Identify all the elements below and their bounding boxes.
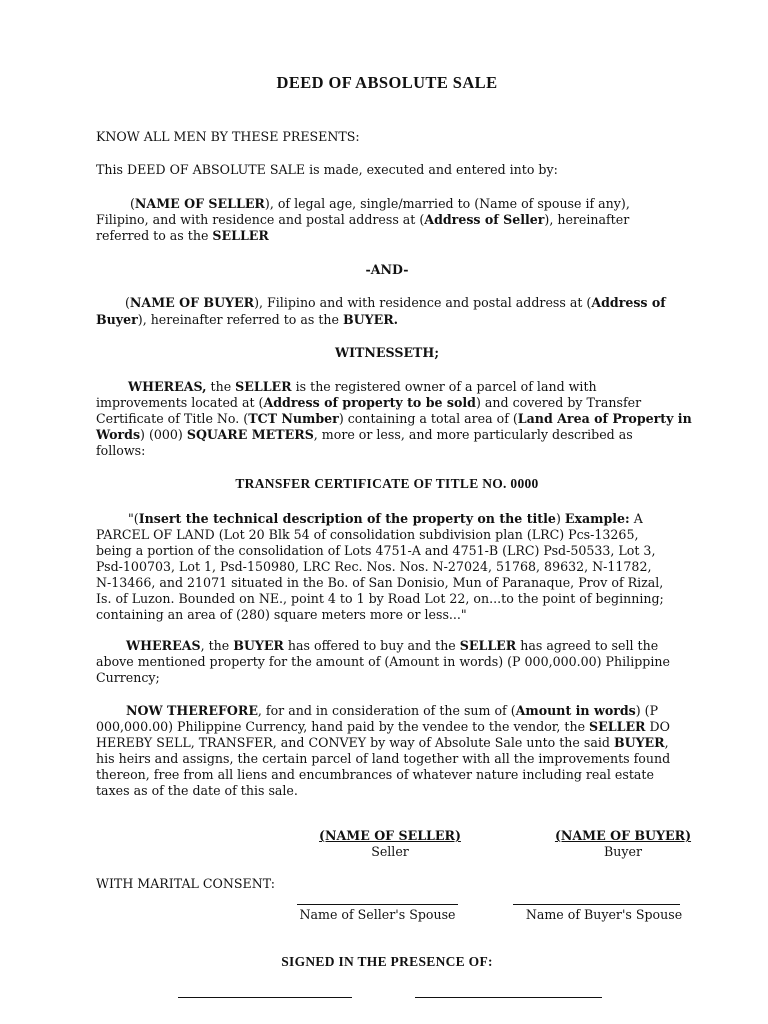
text-run: ) (000) — [140, 427, 187, 442]
text-run: A — [629, 511, 643, 526]
whereas1-line-1 — [128, 379, 597, 395]
text-run: Psd-100703, Lot 1, Psd-150980, LRC Rec. Nos. Nos. N-27024, 51768, 89632, N-11782, — [96, 559, 652, 574]
text-run: PARCEL OF LAND (Lot 20 Blk 54 of consolidation subdivision plan (LRC) Pcs-13265, — [96, 527, 639, 542]
buyer-spouse-label: Name of Buyer's Spouse — [525, 907, 683, 922]
seller-spouse-signature-line — [297, 904, 458, 905]
description-line-3 — [96, 543, 655, 559]
bold-text-run: NAME OF BUYER — [129, 295, 255, 310]
description-line-1 — [128, 511, 643, 527]
text-run: ) (P — [635, 703, 659, 718]
description-line-6 — [96, 591, 664, 607]
bold-text-run: BUYER — [613, 735, 665, 750]
text-run: has offered to buy and the — [283, 638, 460, 653]
buyer-signature-role: Buyer — [604, 844, 642, 859]
text-run: thereon, free from all liens and encumbrances of whatever nature including real estate — [96, 767, 654, 782]
witness-heading: SIGNED IN THE PRESENCE OF: — [281, 954, 493, 969]
seller-party-line-2 — [96, 212, 629, 228]
therefore-line-2 — [96, 719, 670, 735]
description-line-5 — [96, 575, 663, 591]
text-run: ) and covered by Transfer — [475, 395, 642, 410]
whereas2-line-3 — [96, 670, 160, 686]
bold-text-run: NAME OF SELLER — [134, 196, 265, 211]
seller-party-line-3 — [96, 228, 269, 244]
description-line-7 — [96, 607, 467, 623]
buyer-party-line-2 — [96, 312, 398, 328]
bold-text-run: BUYER. — [342, 312, 399, 327]
text-run: Is. of Luzon. Bounded on NE., point 4 to 1 by Road Lot 22, on...to the point of beginning; — [96, 591, 664, 606]
text-run: follows: — [96, 443, 146, 458]
text-run: taxes as of the date of this sale. — [96, 783, 298, 798]
bold-text-run: Amount in words — [515, 703, 636, 718]
buyer-signature-name: (NAME OF BUYER) — [554, 828, 692, 843]
bold-text-run: Address of — [591, 295, 666, 310]
witnesseth-heading: WITNESSETH; — [335, 345, 439, 360]
marital-consent-label: WITH MARITAL CONSENT: — [96, 876, 275, 891]
bold-text-run: TCT Number — [248, 411, 339, 426]
text-run: ( — [125, 295, 130, 310]
seller-spouse-label: Name of Seller's Spouse — [299, 907, 456, 922]
text-run: HEREBY SELL, TRANSFER, and CONVEY by way of Absolute Sale unto the said — [96, 735, 614, 750]
whereas1-line-5 — [96, 443, 145, 459]
seller-party-line-1 — [130, 196, 630, 212]
witness-2-signature-line — [415, 997, 602, 998]
bold-text-run: Words — [96, 427, 141, 442]
bold-text-run: WHEREAS, — [128, 379, 207, 394]
text-run: being a portion of the consolidation of Lots 4751-A and 4751-B (LRC) Psd-50533, Lot 3, — [96, 543, 656, 558]
text-run: containing an area of (280) square meters more or less..." — [96, 607, 467, 622]
text-run: ( — [130, 196, 135, 211]
text-run: , more or less, and more particularly described as — [313, 427, 633, 442]
text-run: , for and in consideration of the sum of ( — [257, 703, 516, 718]
bold-text-run: SELLER — [459, 638, 517, 653]
therefore-line-1 — [126, 703, 658, 719]
tct-heading: TRANSFER CERTIFICATE OF TITLE NO. 0000 — [235, 476, 539, 491]
bold-text-run: Address of Seller — [424, 212, 545, 227]
text-run: ) — [555, 511, 565, 526]
bold-text-run: SELLER — [235, 379, 292, 394]
text-run: ) containing a total area of ( — [338, 411, 518, 426]
bold-text-run: Insert the technical description of the property on the title — [138, 511, 556, 526]
description-line-2 — [96, 527, 638, 543]
text-run: his heirs and assigns, the certain parcel of land together with all the improvements found — [96, 751, 671, 766]
bold-text-run: Land Area of Property in — [517, 411, 692, 426]
buyer-party-line-1 — [125, 295, 666, 311]
bold-text-run: Example: — [564, 511, 630, 526]
bold-text-run: Address of property to be sold — [263, 395, 476, 410]
whereas2-line-1 — [126, 638, 658, 654]
bold-text-run: BUYER — [233, 638, 284, 653]
bold-text-run: NOW THEREFORE — [126, 703, 258, 718]
bold-text-run: WHEREAS — [126, 638, 201, 653]
therefore-line-3 — [96, 735, 669, 751]
description-line-4 — [96, 559, 651, 575]
bold-text-run: SQUARE METERS — [186, 427, 314, 442]
text-run: ), hereinafter referred to as the — [137, 312, 343, 327]
text-run: DO — [645, 719, 670, 734]
therefore-line-4 — [96, 751, 670, 767]
text-run: above mentioned property for the amount of (Amount in words) (P 000,000.00) Philippine — [96, 654, 670, 669]
and-separator: -AND- — [365, 262, 409, 277]
document-title: DEED OF ABSOLUTE SALE — [276, 73, 498, 92]
witness-1-signature-line — [178, 997, 352, 998]
whereas1-line-3 — [96, 411, 692, 427]
text-run: ), of legal age, single/married to (Name of spouse if any), — [264, 196, 630, 211]
buyer-spouse-signature-line — [513, 904, 680, 905]
text-run: has agreed to sell the — [516, 638, 659, 653]
know-all-line: KNOW ALL MEN BY THESE PRESENTS: — [96, 129, 360, 144]
text-run: ), Filipino and with residence and postal address at ( — [254, 295, 592, 310]
bold-text-run: SELLER — [589, 719, 646, 734]
text-run: , the — [200, 638, 234, 653]
text-run: is the registered owner of a parcel of land with — [291, 379, 597, 394]
whereas1-line-4 — [96, 427, 633, 443]
whereas2-line-2 — [96, 654, 670, 670]
text-run: Currency; — [96, 670, 160, 685]
seller-signature-name: (NAME OF SELLER) — [319, 828, 461, 843]
text-run: ), hereinafter — [544, 212, 630, 227]
seller-signature-role: Seller — [371, 844, 409, 859]
intro-line: This DEED OF ABSOLUTE SALE is made, executed and entered into by: — [96, 162, 558, 177]
text-run: "( — [128, 511, 139, 526]
text-run: referred to as the — [96, 228, 213, 243]
text-run: Certificate of Title No. ( — [96, 411, 249, 426]
text-run: Filipino, and with residence and postal address at ( — [96, 212, 425, 227]
whereas1-line-2 — [96, 395, 641, 411]
bold-text-run: SELLER — [212, 228, 269, 243]
text-run: improvements located at ( — [96, 395, 264, 410]
bold-text-run: Buyer — [96, 312, 138, 327]
text-run: N-13466, and 21071 situated in the Bo. of San Donisio, Mun of Paranaque, Prov of Rizal, — [96, 575, 664, 590]
text-run: 000,000.00) Philippine Currency, hand paid by the vendee to the vendor, the — [96, 719, 590, 734]
text-run: , — [664, 735, 669, 750]
text-run: the — [206, 379, 236, 394]
therefore-line-5 — [96, 767, 654, 783]
therefore-line-6 — [96, 783, 298, 799]
